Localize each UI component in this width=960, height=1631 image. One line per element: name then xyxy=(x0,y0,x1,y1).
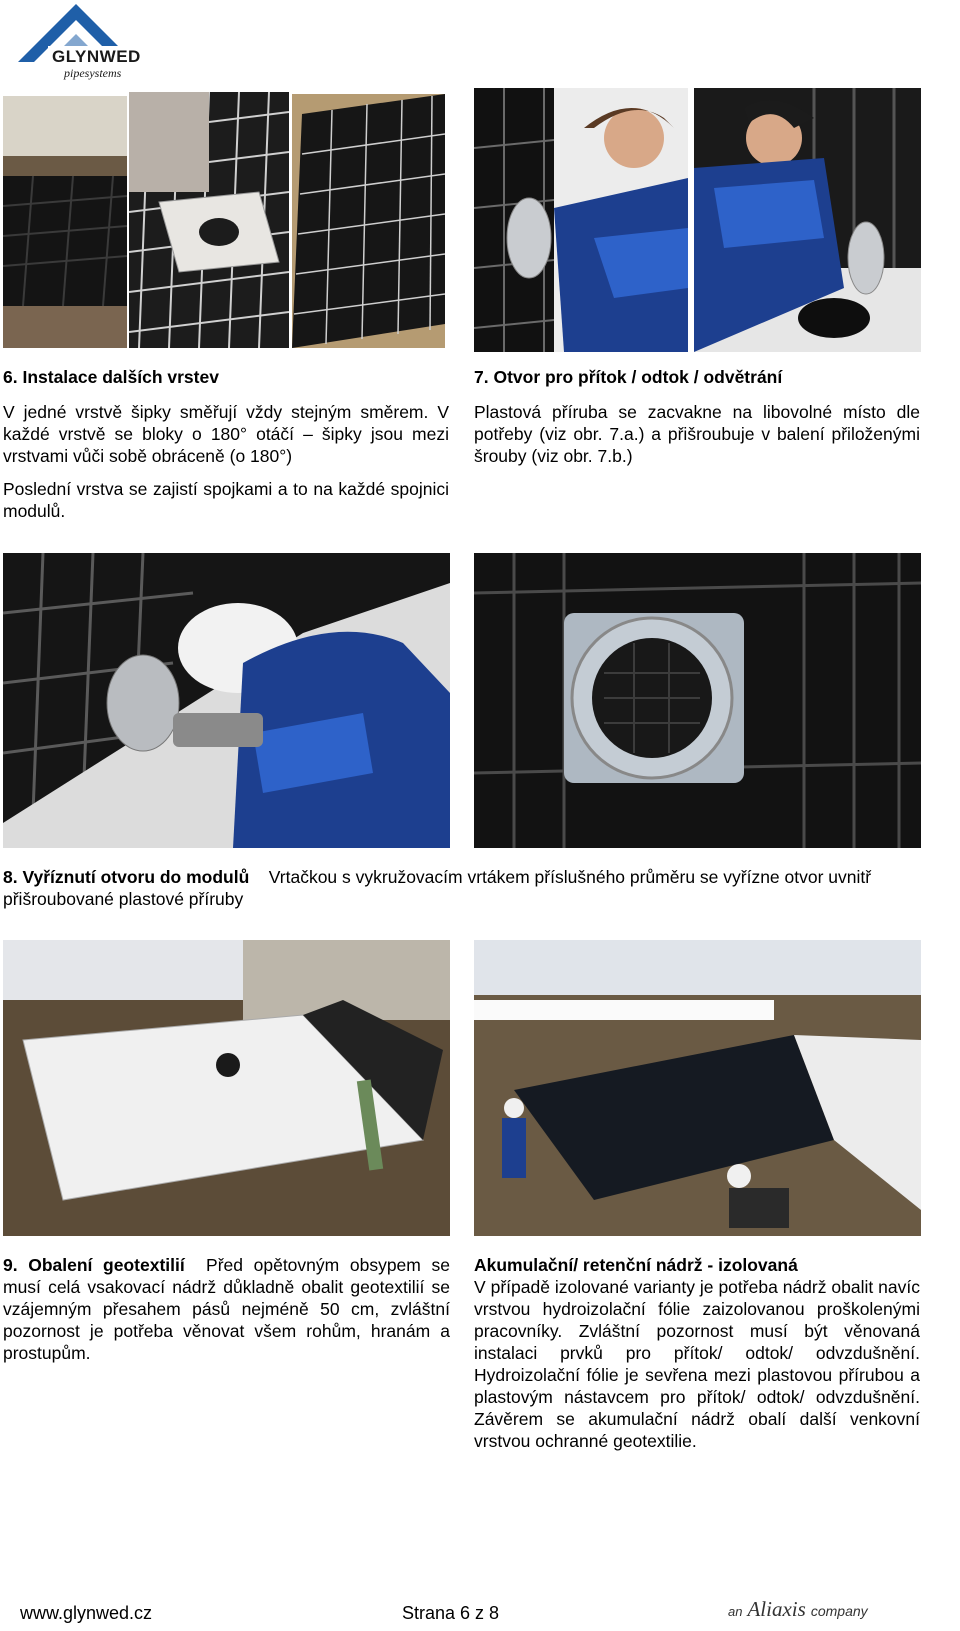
section9-text: Před opětovným obsypem se musí celá vsakovací nádrž důkladně obalit geotextilií se vzájemným přesahem pásů nejméně 50 cm, zvláštní pozornost je potřeba věnovat všem rohům, hranám a prostupům. xyxy=(3,1255,450,1363)
aliaxis-logo xyxy=(728,1597,868,1622)
footer-website[interactable]: www.glynwed.cz xyxy=(20,1603,153,1623)
section9-block xyxy=(3,1254,450,1364)
section8-block xyxy=(3,866,923,910)
glynwed-logo xyxy=(18,2,141,86)
section8-text: Vrtačkou s vykružovacím vrtákem příslušného průměru se vyřízne otvor uvnitř přišroubované plastové příruby xyxy=(3,867,872,909)
aliaxis-prefix: an xyxy=(728,1604,743,1619)
logo-subtitle: pipesystems xyxy=(64,66,122,80)
section9-heading: 9. Obalení geotextilií xyxy=(3,1255,185,1275)
aliaxis-name: Aliaxis xyxy=(747,1597,806,1621)
logo-wordmark: GLYNWED xyxy=(52,47,141,66)
photo-drilling-hole xyxy=(3,553,450,848)
section7-heading: 7. Otvor pro přítok / odtok / odvětrání xyxy=(474,367,783,387)
section8-heading: 8. Vyříznutí otvoru do modulů xyxy=(3,867,250,887)
photo-flange-clip xyxy=(474,88,688,352)
insulated-text: V případě izolované varianty je potřeba nádrž obalit navíc vrstvou hydroizolační fólie zaizolovanou proškolenými pracovníky. Zvláštní pozornost musí být věnovaná instalaci prvků pro přítok/ odtok/ odvzdušnění. Hydroizolační fólie je sevřena mezi plastovou přírubou a plastovým nástavcem pro přítok/ odtok/ odvzdušnění. Závěrem se akumulační nádrž obalí další venkovní vrstvou ochranné geotextilie. xyxy=(474,1277,920,1451)
section6-heading: 6. Instalace dalších vrstev xyxy=(3,367,219,387)
footer-page-number: Strana 6 z 8 xyxy=(402,1603,500,1623)
photo-module-field xyxy=(3,96,127,348)
photo-flange-mounted xyxy=(474,553,921,848)
aliaxis-suffix: company xyxy=(810,1603,868,1619)
insulated-heading: Akumulační/ retenční nádrž - izolovaná xyxy=(474,1255,798,1275)
photo-module-grid xyxy=(292,94,445,348)
photo-geotextile-wrap xyxy=(3,940,450,1236)
section7-para: Plastová příruba se zacvakne na libovolné místo dle potřeby (viz obr. 7.a.) a přišroubuje v balení přiloženými šrouby (viz obr. 7.b.) xyxy=(474,402,920,466)
photo-flange-screw xyxy=(694,88,921,352)
section6-para1: V jedné vrstvě šipky směřují vždy stejným směrem. V každé vrstvě se bloky o 180° otáčí – šipky jsou mezi vrstvami vůči sobě obráceně (o 180°) xyxy=(3,402,449,466)
photo-hand-connector xyxy=(129,92,289,348)
section6-para2: Poslední vrstva se zajistí spojkami a to na každé spojnici modulů. xyxy=(3,479,449,521)
photo-foil-wrap xyxy=(474,940,921,1236)
